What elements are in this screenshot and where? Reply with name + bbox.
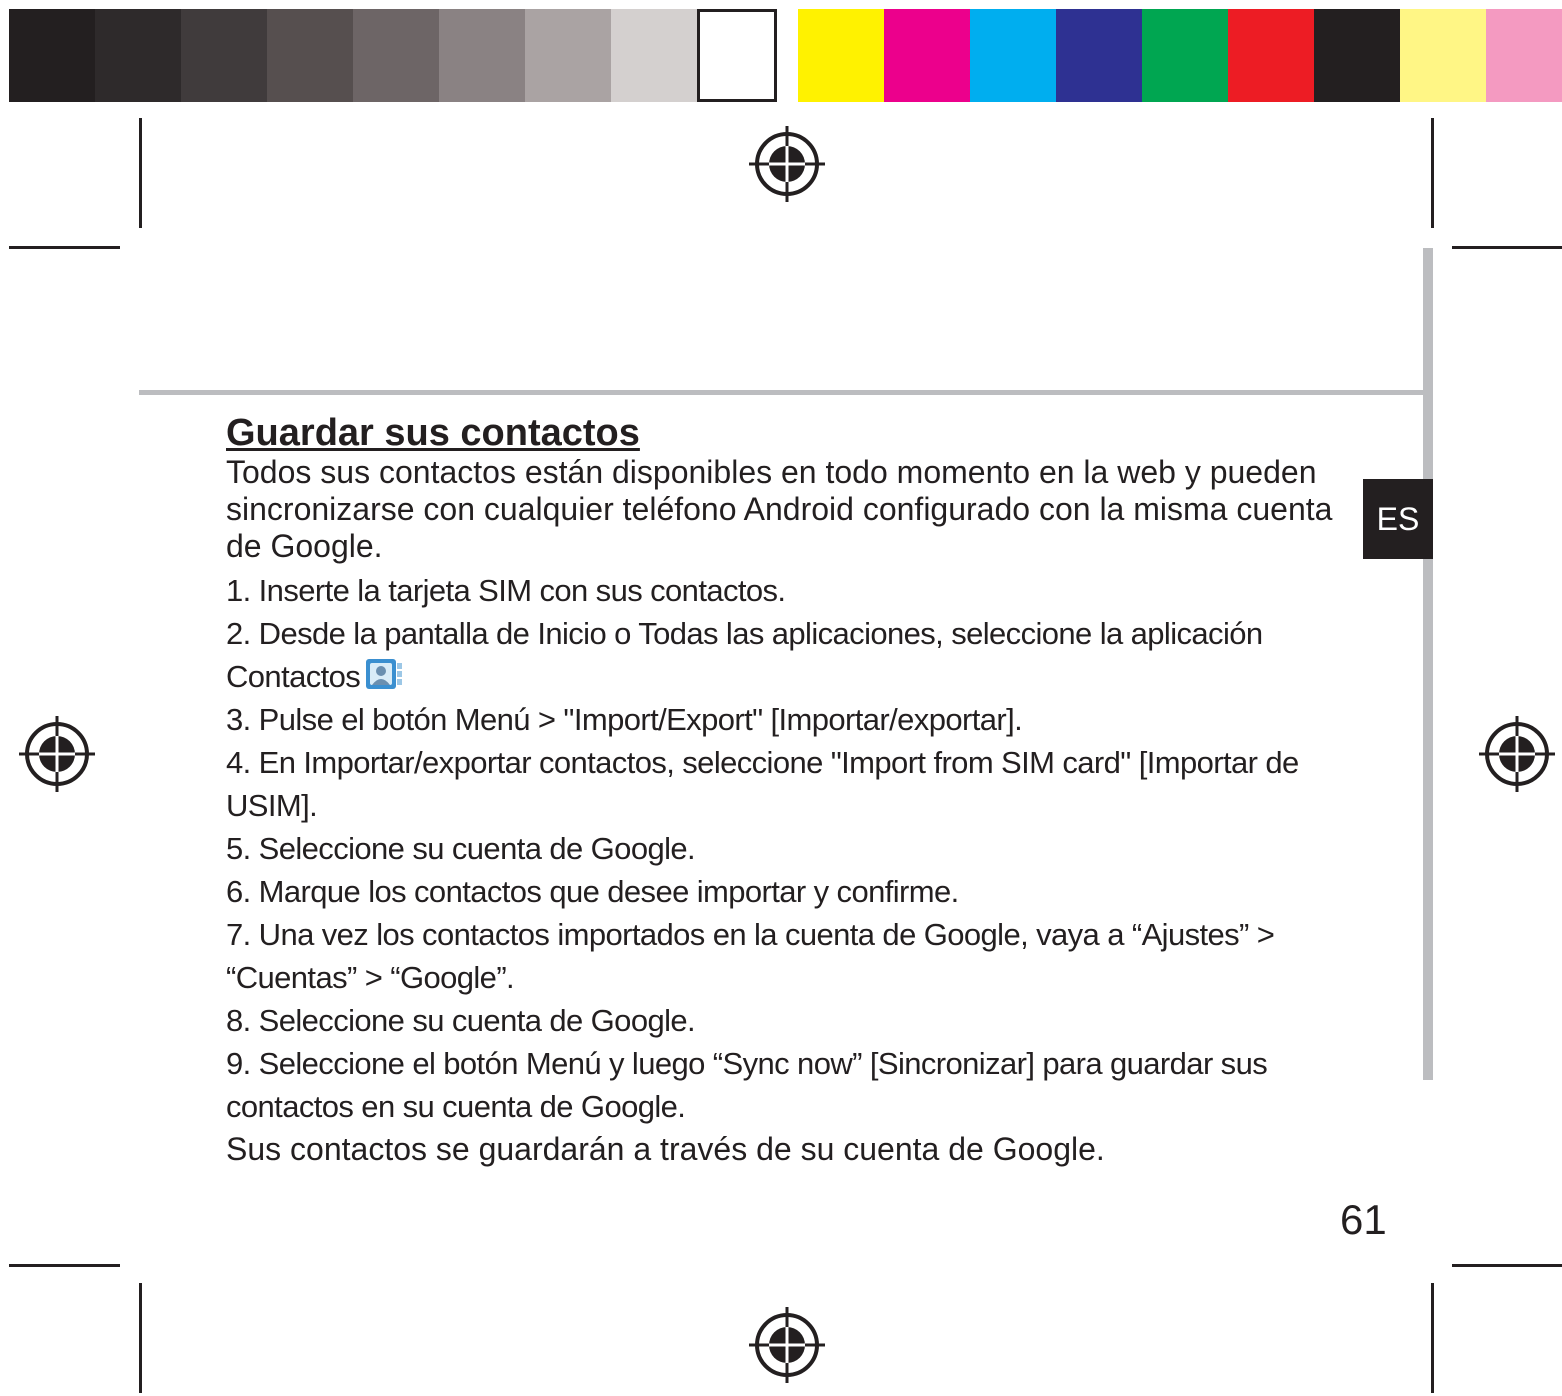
color-swatch: [1486, 9, 1562, 102]
list-item: 8. Seleccione su cuenta de Google.: [226, 1003, 696, 1038]
steps-list: [226, 569, 1356, 1128]
page-title: Guardar sus contactos: [226, 412, 640, 454]
crosshair-target-icon: [19, 716, 95, 792]
crop-mark: [139, 1283, 142, 1393]
closing-paragraph: Sus contactos se guardarán a través de su cuenta de Google.: [226, 1131, 1105, 1167]
color-swatch: [95, 9, 181, 102]
crop-mark: [1452, 246, 1562, 249]
color-swatch: [267, 9, 353, 102]
list-item: [226, 612, 1356, 698]
color-swatch: [9, 9, 95, 102]
color-swatch: [1314, 9, 1400, 102]
crop-mark: [9, 1264, 120, 1267]
side-rule: [1423, 248, 1433, 1080]
crosshair-target-icon: [749, 126, 825, 202]
color-swatch: [1400, 9, 1486, 102]
intro-paragraph: Todos sus contactos están disponibles en todo momento en la web y pueden sincronizarse con cualquier teléfono Android configurado con la misma cuenta de Google.: [226, 454, 1333, 564]
list-item: 7. Una vez los contactos importados en la cuenta de Google, vaya a “Ajustes” > “Cuentas” > “Google”.: [226, 917, 1275, 995]
color-swatch: [1142, 9, 1228, 102]
color-swatch: [798, 9, 884, 102]
step-text: 2. Desde la pantalla de Inicio o Todas las aplicaciones, seleccione la aplicación Contactos: [226, 616, 1263, 694]
list-item: 6. Marque los contactos que desee importar y confirme.: [226, 874, 959, 909]
crop-mark: [1431, 118, 1434, 228]
list-item: 4. En Importar/exportar contactos, seleccione "Import from SIM card" [Importar de USIM].: [226, 745, 1299, 823]
list-item: 1. Inserte la tarjeta SIM con sus contactos.: [226, 573, 786, 608]
color-swatch: [353, 9, 439, 102]
crop-mark: [1431, 1283, 1434, 1393]
color-swatch: [1228, 9, 1314, 102]
process-color-bar: [798, 9, 1562, 102]
list-item: 9. Seleccione el botón Menú y luego “Sync now” [Sincronizar] para guardar sus contactos en su cuenta de Google.: [226, 1046, 1268, 1124]
crop-mark: [1452, 1264, 1562, 1267]
color-swatch: [697, 9, 777, 102]
color-swatch: [884, 9, 970, 102]
crosshair-target-icon: [749, 1307, 825, 1383]
crop-mark: [9, 246, 120, 249]
list-item: 3. Pulse el botón Menú > "Import/Export" [Importar/exportar].: [226, 702, 1023, 737]
color-swatch: [439, 9, 525, 102]
header-rule: [139, 390, 1429, 395]
color-swatch: [525, 9, 611, 102]
page-number: 61: [1340, 1196, 1387, 1243]
color-swatch: [181, 9, 267, 102]
color-swatch: [611, 9, 697, 102]
crosshair-target-icon: [1479, 716, 1555, 792]
crop-mark: [139, 118, 142, 228]
list-item: 5. Seleccione su cuenta de Google.: [226, 831, 696, 866]
language-tab: ES: [1363, 479, 1433, 559]
color-swatch: [970, 9, 1056, 102]
grayscale-color-bar: [9, 9, 775, 102]
contacts-app-icon: [364, 657, 404, 691]
document-body: [226, 412, 1356, 1171]
color-swatch: [1056, 9, 1142, 102]
